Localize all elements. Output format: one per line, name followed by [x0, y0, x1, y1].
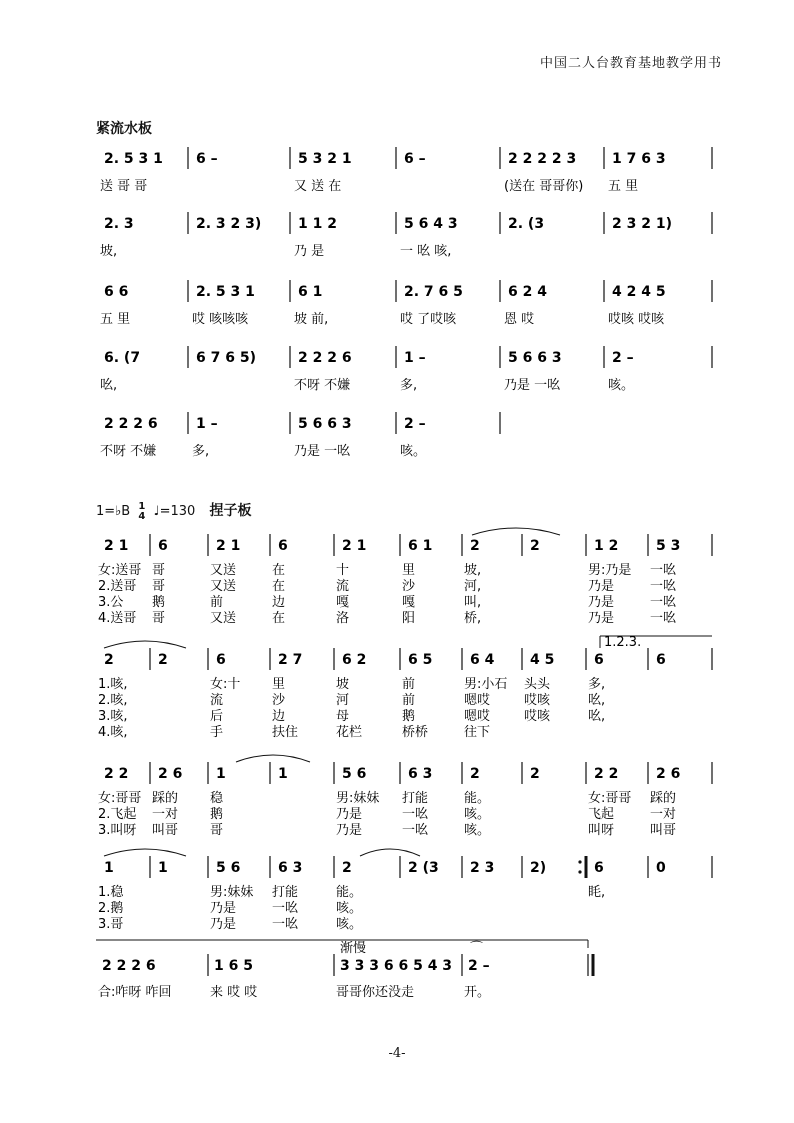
lyric-measure: 1.咳, [98, 677, 128, 692]
lyric-measure: 阳 [402, 611, 416, 626]
notes-measure: 0 [656, 860, 666, 876]
lyric-measure: 里 [272, 677, 286, 692]
lyric-measure: 在 [272, 611, 286, 626]
lyric-measure: 眊, [588, 885, 606, 900]
lyric-measure: 吆, [588, 709, 606, 724]
lyric-measure: 女:十 [210, 677, 241, 692]
lyric-measure: 能。 [464, 791, 491, 806]
notes-measure: 2 2 [104, 766, 129, 782]
lyric-measure: 哎咳 哎咳 [608, 312, 665, 327]
lyric-measure: 2.咳, [98, 693, 128, 708]
lyric-measure: 桥, [464, 611, 482, 626]
lyric-measure: 4.送哥 [98, 611, 137, 626]
lyric-measure: 3.哥 [98, 917, 124, 932]
lyric-measure: 咳。 [336, 917, 363, 932]
lyric-measure: 吆, [588, 693, 606, 708]
lyric-measure: 3.叫呀 [98, 823, 137, 838]
lyric-measure: 一吆 [650, 579, 677, 594]
notes-measure: 2 [104, 652, 114, 668]
notes-measure: 1 [104, 860, 114, 876]
notes-measure: 5 6 4 3 [404, 216, 458, 232]
lyric-measure: 手 [210, 725, 224, 740]
notes-measure: 5 6 6 3 [508, 350, 562, 366]
lyric-measure: 一吆 [402, 807, 429, 822]
notes-measure: 1 7 6 3 [612, 151, 666, 167]
lyric-measure: 咳。 [400, 444, 427, 459]
notes-measure: 2 3 2 1) [612, 216, 672, 232]
notes-measure: 1 [158, 860, 168, 876]
notes-measure: 1 – [196, 416, 218, 432]
notes-measure: 6 3 [408, 766, 433, 782]
lyric-measure: 男:妹妹 [210, 885, 254, 900]
notes-measure: 2 3 [470, 860, 495, 876]
notes-measure: 6 [158, 538, 168, 554]
notes-measure: 2 [342, 860, 352, 876]
notes-measure: 2 2 2 6 [298, 350, 352, 366]
lyric-measure: 乃是 [588, 611, 615, 626]
lyric-measure: 来 哎 哎 [210, 985, 258, 1000]
notes-measure: 5 3 [656, 538, 681, 554]
lyric-measure: 又送 [210, 563, 237, 578]
volta-label: 1.2.3. [604, 635, 642, 650]
lyric-measure: 五 里 [100, 312, 131, 327]
notes-measure: 6 [594, 652, 604, 668]
notes-measure: 2 [470, 766, 480, 782]
lyric-measure: 合:咋呀 咋回 [98, 985, 172, 1000]
notes-measure: 2 (3 [408, 860, 439, 876]
lyric-measure: 稳 [210, 791, 224, 806]
notes-measure: 2 2 [594, 766, 619, 782]
tie [360, 849, 420, 856]
lyric-measure: 能。 [336, 885, 363, 900]
notes-measure: 2. 3 [104, 216, 134, 232]
lyric-measure: 咳。 [336, 901, 363, 916]
lyric-measure: 一吆 [650, 611, 677, 626]
lyric-measure: 在 [272, 579, 286, 594]
lyric-measure: 2.送哥 [98, 579, 137, 594]
notes-measure: 2 6 [158, 766, 183, 782]
lyric-measure: 边 [272, 595, 286, 610]
lyric-measure: 乃是 [210, 917, 237, 932]
running-header: 中国二人台教育基地教学用书 [539, 56, 722, 71]
lyric-measure: 边 [272, 709, 286, 724]
lyric-measure: 乃是 一吆 [504, 378, 561, 393]
notes-measure: 2) [530, 860, 547, 876]
notes-measure: 5 6 [342, 766, 367, 782]
page-number: -4- [388, 1046, 406, 1061]
lyric-measure: 又送 [210, 611, 237, 626]
lyric-measure: 沙 [272, 693, 286, 708]
lyric-measure: 打能 [402, 791, 429, 806]
repeat-dot [578, 870, 581, 873]
notes-measure: 2 2 2 2 3 [508, 151, 577, 167]
notes-measure: 6 2 4 [508, 284, 547, 300]
lyric-measure: 里 [402, 563, 416, 578]
notes-measure: 1 2 [594, 538, 619, 554]
notes-measure: 2 1 [104, 538, 129, 554]
lyric-measure: 叫哥 [650, 823, 677, 838]
lyric-measure: 多, [400, 378, 418, 393]
notes-measure: 2. 5 3 1 [196, 284, 255, 300]
tie [104, 849, 186, 856]
lyric-measure: 女:哥哥 [98, 791, 142, 806]
lyric-measure: 后 [210, 709, 224, 724]
notes-measure: 6 1 [408, 538, 433, 554]
lyric-measure: 头头 [524, 677, 551, 692]
lyric-measure: 嘎 [336, 595, 350, 610]
lyric-measure: 不呀 不嫌 [100, 444, 157, 459]
lyric-measure: 乃是 一吆 [294, 444, 351, 459]
notes-measure: 5 3 2 1 [298, 151, 352, 167]
lyric-measure: 哥 [152, 563, 166, 578]
lyric-measure: 鹅 [210, 807, 224, 822]
notes-measure: 4 2 4 5 [612, 284, 666, 300]
lyric-measure: 嘎 [402, 595, 416, 610]
lyric-measure: 乃是 [210, 901, 237, 916]
lyric-measure: 哎咳 [524, 693, 551, 708]
notes-measure: 6 2 [342, 652, 367, 668]
tie [104, 641, 186, 648]
lyric-measure: 桥桥 [402, 725, 429, 740]
section-title-jinliushuiban: 紧流水板 [96, 121, 152, 137]
lyric-measure: 开。 [464, 985, 491, 1000]
lyric-measure: 十 [336, 563, 350, 578]
lyric-measure: 男:乃是 [588, 563, 632, 578]
notes-measure: 2 – [468, 958, 490, 974]
lyric-measure: 流 [210, 693, 224, 708]
notes-measure: 2. 7 6 5 [404, 284, 463, 300]
lyric-measure: 坡, [464, 563, 482, 578]
notes-measure: 6 [216, 652, 226, 668]
lyric-measure: 吆, [100, 378, 118, 393]
notes-measure: 5 6 6 3 [298, 416, 352, 432]
section-title-niezhiban: 捏子板 [209, 503, 252, 519]
lyric-measure: 母 [336, 709, 350, 724]
notes-measure: 2. 3 2 3) [196, 216, 262, 232]
notes-measure: 2 2 2 6 [102, 958, 156, 974]
lyric-measure: 哥哥你还没走 [336, 985, 415, 1000]
notes-measure: 1 [278, 766, 288, 782]
notes-measure: 2 – [612, 350, 634, 366]
tie [472, 528, 560, 535]
notes-measure: 6 6 [104, 284, 129, 300]
lyric-measure: 在 [272, 563, 286, 578]
lyric-measure: 恩 哎 [504, 312, 535, 327]
lyric-measure: 一吆 [650, 595, 677, 610]
lyric-measure: 女:送哥 [98, 563, 142, 578]
notes-measure: 6 4 [470, 652, 495, 668]
notes-measure: 2 1 [342, 538, 367, 554]
lyric-measure: 前 [402, 693, 416, 708]
notes-measure: 2 6 [656, 766, 681, 782]
notes-measure: 2 1 [216, 538, 241, 554]
lyric-measure: 叫呀 [588, 823, 615, 838]
repeat-dot [578, 860, 581, 863]
notes-measure: 6 3 [278, 860, 303, 876]
lyric-measure: 女:哥哥 [588, 791, 632, 806]
ritardando-mark: 渐慢 [340, 941, 367, 956]
notes-measure: 2 [530, 766, 540, 782]
lyric-measure: 又送 [210, 579, 237, 594]
lyric-measure: 男:妹妹 [336, 791, 380, 806]
lyric-measure: 咳。 [464, 823, 491, 838]
lyric-measure: 坡, [100, 244, 118, 259]
lyric-measure: 嗯哎 [464, 693, 491, 708]
notes-measure: 2 [158, 652, 168, 668]
lyric-measure: 叫哥 [152, 823, 179, 838]
notes-measure: 6 [656, 652, 666, 668]
notes-measure: 2. 5 3 1 [104, 151, 163, 167]
notes-measure: 6 5 [408, 652, 433, 668]
lyric-measure: 一 吆 咳, [400, 244, 452, 259]
lyric-measure: 哥 [152, 611, 166, 626]
lyric-measure: 沙 [402, 579, 416, 594]
lyric-measure: 一对 [152, 807, 179, 822]
notes-measure: 6 1 [298, 284, 323, 300]
lyric-measure: 鹅 [152, 595, 166, 610]
notes-measure: 2 [470, 538, 480, 554]
lyric-measure: 3.咳, [98, 709, 128, 724]
lyric-measure: 流 [336, 579, 350, 594]
lyric-measure: 坡 前, [294, 312, 329, 327]
lyric-measure: 不呀 不嫌 [294, 378, 351, 393]
lyric-measure: 多, [588, 677, 606, 692]
notes-measure: 1 – [404, 350, 426, 366]
lyric-measure: 一吆 [402, 823, 429, 838]
lyric-measure: 乃是 [336, 807, 363, 822]
lyric-measure: 乃是 [336, 823, 363, 838]
lyric-measure: 哎 咳咳咳 [192, 312, 249, 327]
lyric-measure: 3.公 [98, 595, 124, 610]
notes-measure: 2 – [404, 416, 426, 432]
lyric-measure: 2.飞起 [98, 807, 137, 822]
notes-measure: 6 – [196, 151, 218, 167]
lyric-measure: 乃 是 [294, 244, 325, 259]
notes-measure: 3 3 3 6 6 5 4 3 [340, 958, 453, 974]
notes-measure: 2 2 2 6 [104, 416, 158, 432]
lyric-measure: 多, [192, 444, 210, 459]
key-signature: 1=♭B [96, 504, 131, 519]
notes-measure: 6 [594, 860, 604, 876]
notes-measure: 2 [530, 538, 540, 554]
notes-measure: 6. (7 [104, 350, 141, 366]
lyric-measure: (送在 哥哥你) [504, 179, 584, 194]
tempo-marking: ♩=130 [153, 504, 196, 519]
lyric-measure: 哥 [210, 823, 224, 838]
lyric-measure: 又 送 在 [294, 179, 342, 194]
lyric-measure: 洛 [336, 611, 350, 626]
lyric-measure: 踩的 [152, 791, 179, 806]
lyric-measure: 2.鹅 [98, 901, 124, 916]
time-signature: 1 4 [138, 500, 146, 522]
fermata-mark: ⌒ [470, 941, 484, 956]
lyric-measure: 哎 了哎咳 [400, 312, 457, 327]
lyric-measure: 花栏 [336, 725, 363, 740]
lyric-measure: 坡 [336, 677, 350, 692]
lyric-measure: 1.稳 [98, 885, 124, 900]
lyric-measure: 河, [464, 579, 482, 594]
tie [236, 755, 310, 762]
lyric-measure: 送 哥 哥 [100, 179, 148, 194]
notes-measure: 5 6 [216, 860, 241, 876]
lyric-measure: 一吆 [272, 901, 299, 916]
lyric-measure: 哎咳 [524, 709, 551, 724]
lyric-measure: 踩的 [650, 791, 677, 806]
lyric-measure: 一对 [650, 807, 677, 822]
lyric-measure: 哥 [152, 579, 166, 594]
notes-measure: 2 7 [278, 652, 303, 668]
lyric-measure: 扶住 [272, 725, 299, 740]
lyric-measure: 叫, [464, 595, 482, 610]
lyric-measure: 河 [336, 693, 350, 708]
lyric-measure: 飞起 [588, 807, 615, 822]
lyric-measure: 鹅 [402, 709, 416, 724]
lyric-measure: 前 [210, 595, 224, 610]
lyric-measure: 五 里 [608, 179, 639, 194]
lyric-measure: 往下 [464, 725, 491, 740]
lyric-measure: 前 [402, 677, 416, 692]
lyric-measure: 一吆 [272, 917, 299, 932]
notes-measure: 2. (3 [508, 216, 545, 232]
lyric-measure: 乃是 [588, 579, 615, 594]
notes-measure: 6 – [404, 151, 426, 167]
lyric-measure: 咳。 [464, 807, 491, 822]
lyric-measure: 乃是 [588, 595, 615, 610]
notes-measure: 1 1 2 [298, 216, 337, 232]
lyric-measure: 咳。 [608, 378, 635, 393]
lyric-measure: 嗯哎 [464, 709, 491, 724]
lyric-measure: 4.咳, [98, 725, 128, 740]
lyric-measure: 一吆 [650, 563, 677, 578]
notes-measure: 1 [216, 766, 226, 782]
notes-measure: 1 6 5 [214, 958, 253, 974]
lyric-measure: 男:小石 [464, 677, 508, 692]
notes-measure: 6 [278, 538, 288, 554]
notes-measure: 6 7 6 5) [196, 350, 256, 366]
lyric-measure: 打能 [272, 885, 299, 900]
notes-measure: 4 5 [530, 652, 555, 668]
